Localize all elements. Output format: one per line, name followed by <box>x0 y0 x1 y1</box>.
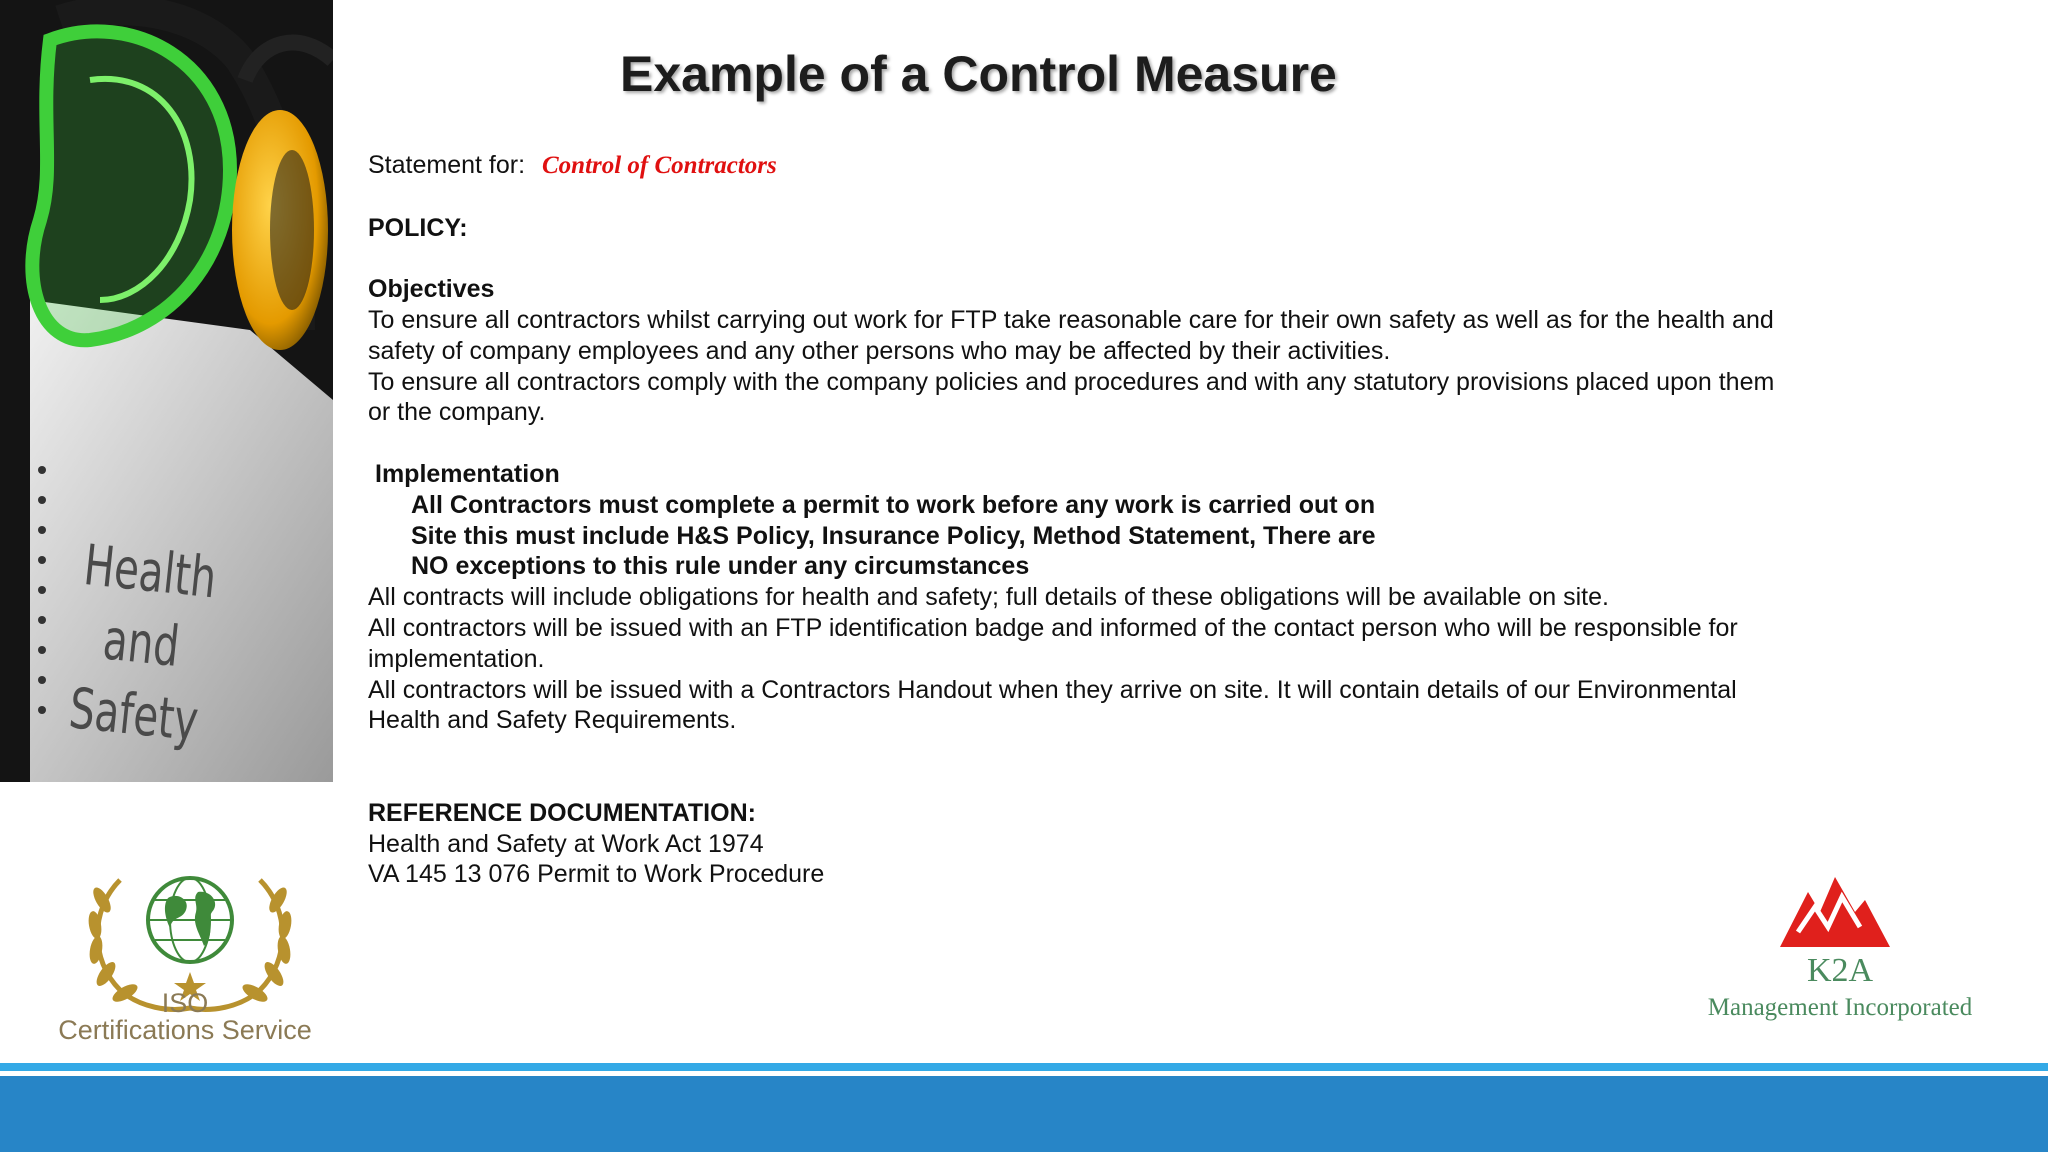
implementation-line: All contracts will include obligations for health and safety; full details of these obligations will be available on site. <box>368 583 1609 612</box>
page-title: Example of a Control Measure <box>620 46 1337 102</box>
iso-logo-line1: ISO <box>161 988 209 1018</box>
k2a-logo-subtitle: Management Incorporated <box>1707 994 1973 1021</box>
implementation-rule-line: NO exceptions to this rule under any circumstances <box>411 552 1030 581</box>
reference-line: VA 145 13 076 Permit to Work Procedure <box>368 860 825 889</box>
reference-line: Health and Safety at Work Act 1974 <box>368 829 764 858</box>
footer-accent-line <box>0 1063 2048 1071</box>
objectives-line: To ensure all contractors comply with the company policies and procedures and with any statutory provisions placed upon them <box>368 367 1775 396</box>
implementation-line: Health and Safety Requirements. <box>368 706 737 735</box>
implementation-line: All contractors will be issued with a Contractors Handout when they arrive on site. It will contain details of our Environmental <box>368 675 1737 704</box>
implementation-rule-line: Site this must include H&S Policy, Insurance Policy, Method Statement, There are <box>411 521 1376 550</box>
objectives-line: safety of company employees and any other persons who may be affected by their activities. <box>368 336 1391 365</box>
mountain-icon <box>1780 872 1890 952</box>
statement-line <box>368 150 1828 182</box>
health-safety-photo <box>0 0 333 782</box>
statement-value: Control of Contractors <box>541 152 777 179</box>
policy-heading: POLICY: <box>368 213 468 242</box>
implementation-line: implementation. <box>368 644 545 673</box>
statement-label: Statement for: <box>368 151 526 179</box>
photo-caption: Health and Safety <box>66 532 220 755</box>
objectives-line: or the company. <box>368 398 546 427</box>
footer-bar <box>0 1076 2048 1152</box>
control-measure-content <box>368 150 1828 890</box>
objectives-heading: Objectives <box>368 275 495 304</box>
implementation-line: All contractors will be issued with an FTP identification badge and informed of the contact person who will be responsible for <box>368 613 1738 642</box>
objectives-line: To ensure all contractors whilst carrying out work for FTP take reasonable care for their own safety as well as for the health and <box>368 305 1774 334</box>
reference-heading: REFERENCE DOCUMENTATION: <box>368 798 756 827</box>
implementation-heading: Implementation <box>375 459 560 488</box>
iso-logo-line2: Certifications Service <box>58 1015 312 1045</box>
implementation-rule-line: All Contractors must complete a permit to work before any work is carried out on <box>411 490 1376 519</box>
iso-logo-text <box>40 990 330 1044</box>
k2a-logo-name: K2A <box>1806 952 1874 989</box>
